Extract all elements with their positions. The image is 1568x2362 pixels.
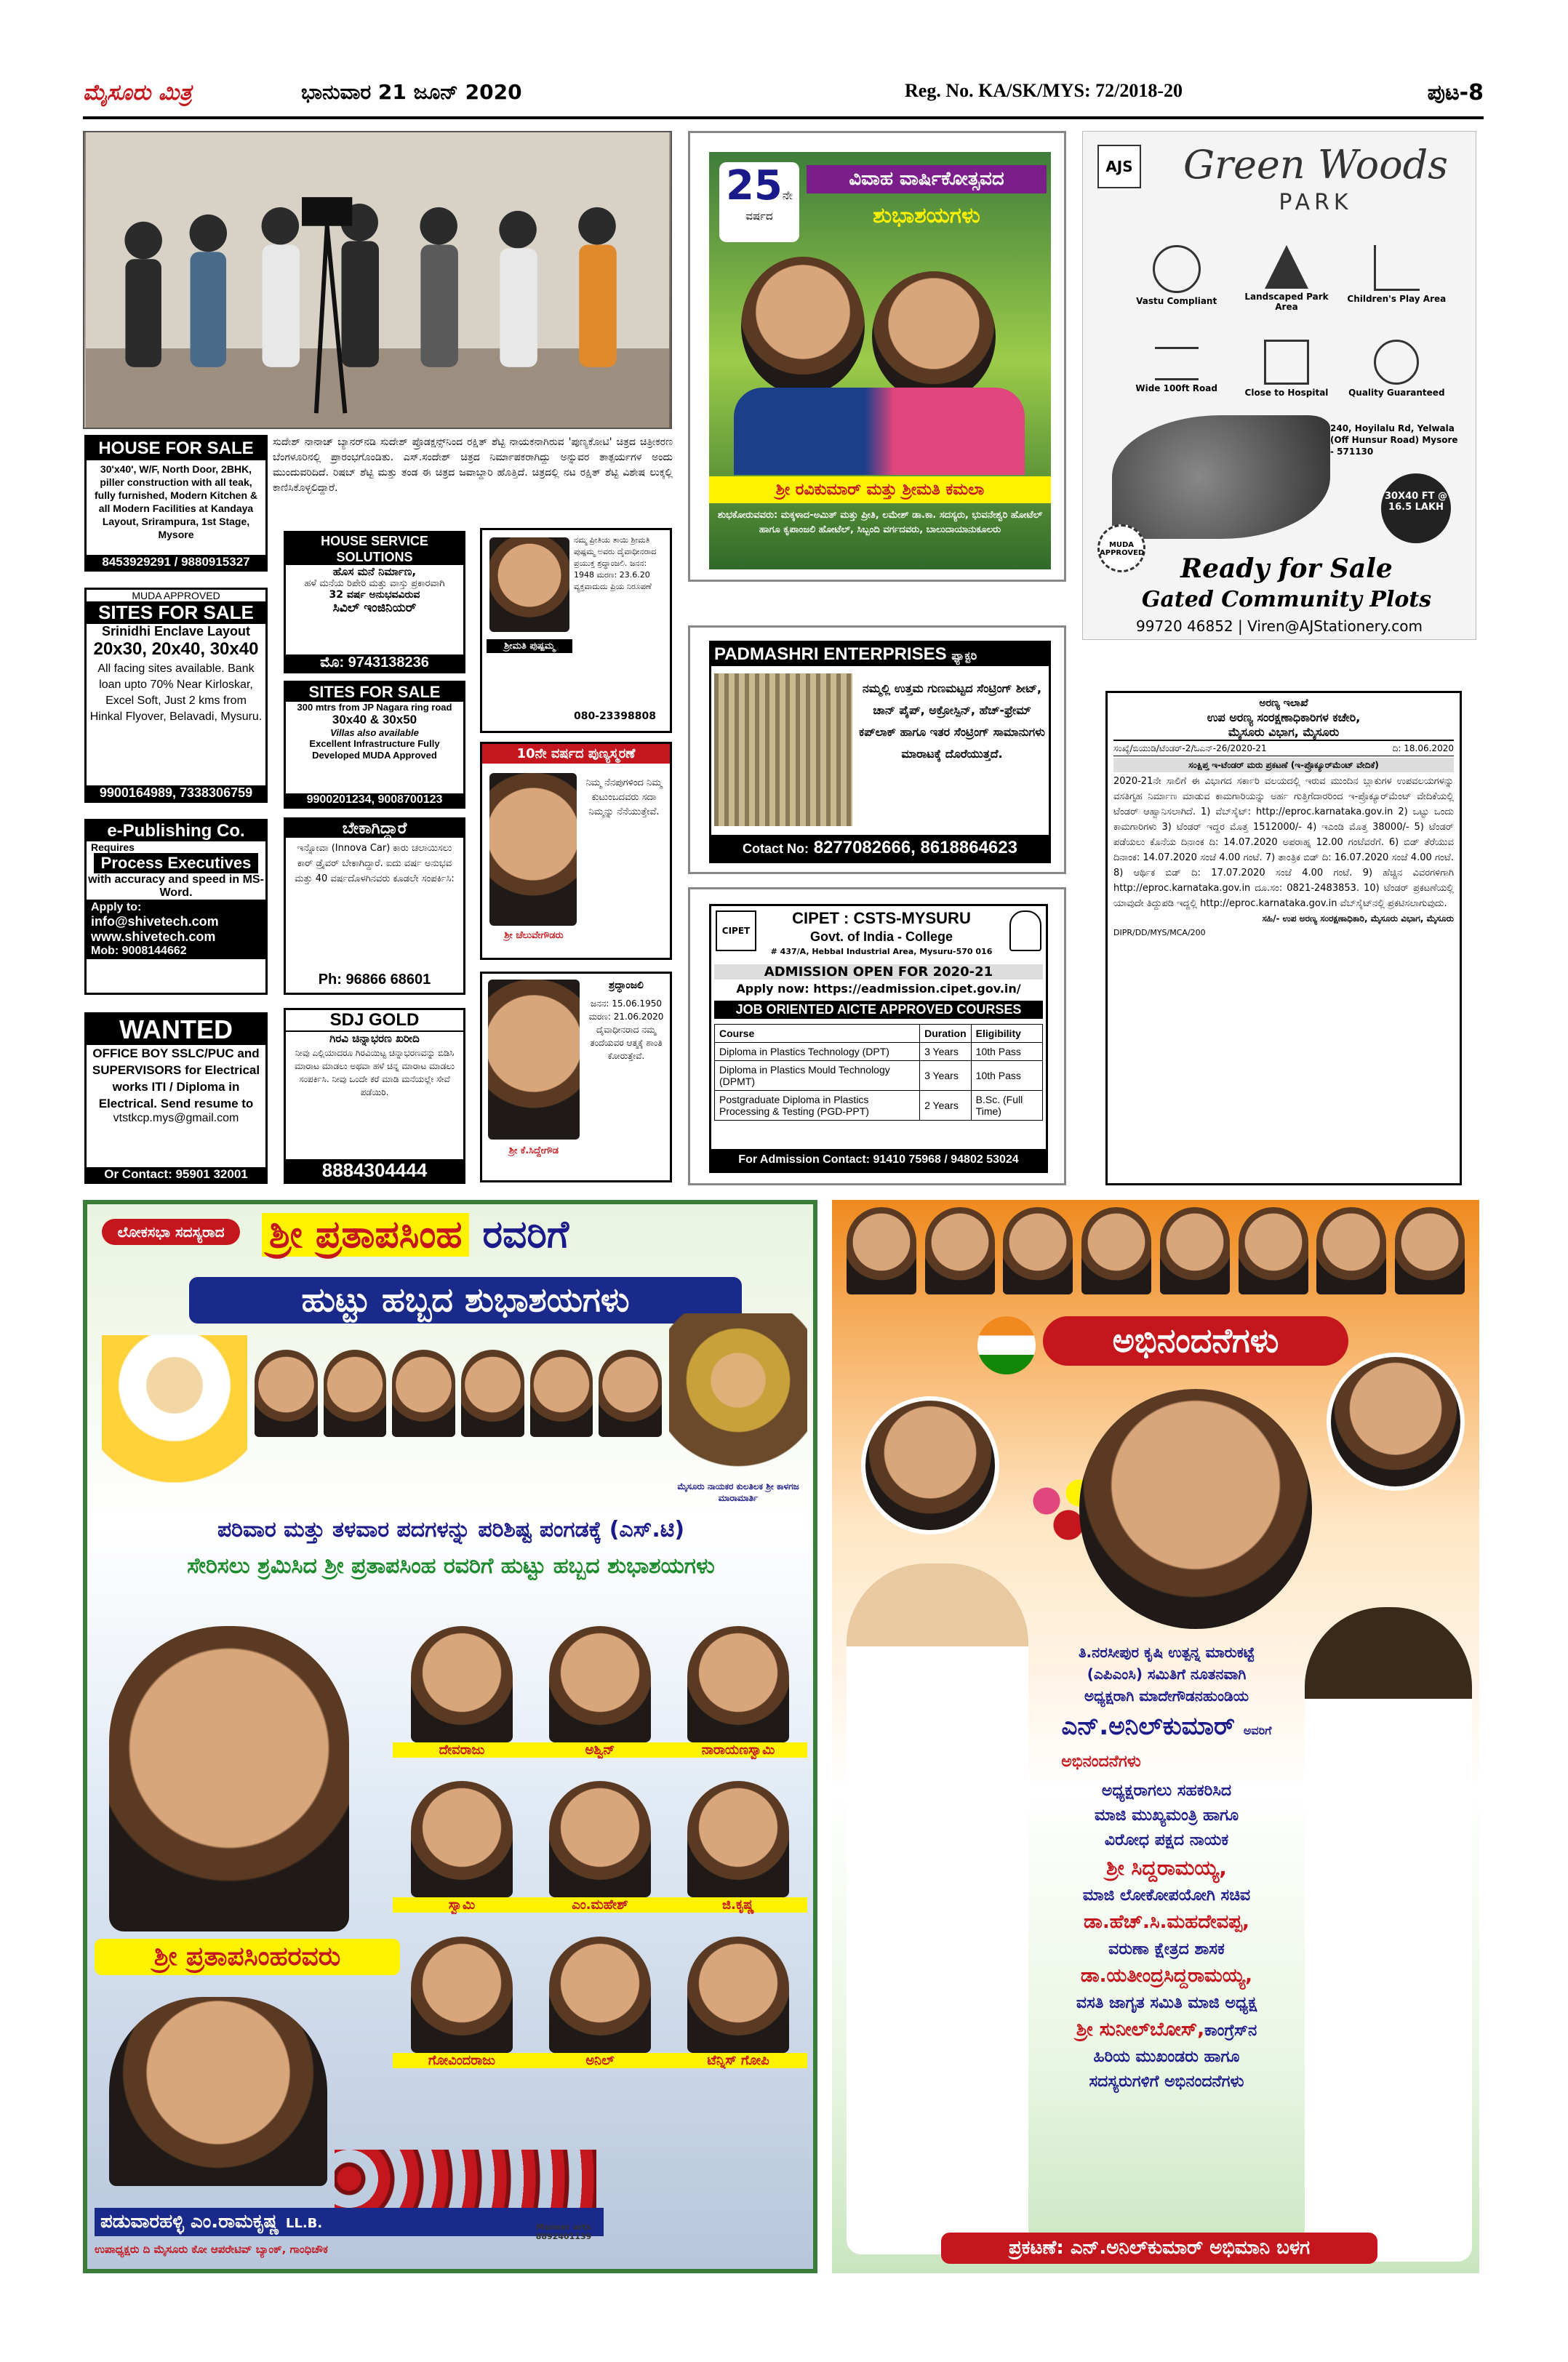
ad-phone: 8884304444 (286, 1159, 463, 1182)
congrats-footer: ಪ್ರಕಟಣೆ: ಎನ್.ಅನಿಲ್‌ಕುಮಾರ್ ಅಭಿಮಾನಿ ಬಳಗ (941, 2233, 1377, 2264)
tribute-name: ಶ್ರೀಮತಿ ಪುಷ್ಪಮ್ಮ (487, 639, 572, 653)
column-eligibility: Eligibility (971, 1025, 1042, 1043)
leaf-graphic (1112, 415, 1330, 539)
leader-name-2: ಡಾ.ಹೆಚ್.ಸಿ.ಮಹದೇವಪ್ಪ, (1084, 1911, 1249, 1933)
honoree-name-line (1028, 1712, 1305, 1741)
ad-title: SITES FOR SALE (286, 683, 463, 702)
greenwoods-address: 240, Hoyilalu Rd, Yelwala (Off Hunsur Road) Mysore - 571130 (1330, 423, 1458, 457)
table-row: Postgraduate Diploma in Plastics Processing & Testing (PGD-PPT) 2 Years B.Sc. (Full Time) (715, 1091, 1043, 1121)
tribute-ad-1 (480, 528, 672, 733)
house-for-sale-ad (84, 435, 268, 572)
cipet-banner: JOB ORIENTED AICTE APPROVED COURSES (714, 1001, 1043, 1019)
congrats-intro-1: ತಿ.ನರಸೀಪುರ ಕೃಷಿ ಉತ್ಪನ್ನ ಮಾರುಕಟ್ಟೆ (1078, 1644, 1255, 1661)
support-line-1: ಅಧ್ಯಕ್ಷರಾಗಲು ಸಹಕರಿಸಿದ (1101, 1782, 1232, 1800)
congrats-word: ಅಭಿನಂದನೆಗಳು (1061, 1753, 1141, 1771)
ad-phone: Ph: 96866 68601 (318, 972, 431, 988)
sdj-gold-ad (284, 1008, 465, 1184)
muda-seal: MUDA APPROVED (1097, 524, 1145, 572)
ad-phone: 9900201234, 9008700123 (286, 793, 463, 806)
leader-circle-left (861, 1396, 999, 1534)
ad-email: vtstkcp.mys@gmail.com (87, 1112, 265, 1125)
anniversary-ad (688, 131, 1066, 582)
supporter-name: ಜಿ.ಕೃಷ್ಣ (669, 1897, 807, 1913)
honoree-name: ಎನ್.ಅನಿಲ್‌ಕುಮಾರ್ (1061, 1712, 1236, 1741)
ad-subtitle: ಗಿರವಿ ಚಿನ್ನಾಭರಣ ಖರೀದಿ (329, 1032, 420, 1045)
leader-portrait (1081, 1207, 1151, 1294)
supporter-name: ದೇವರಾಜು (393, 1742, 531, 1758)
supporter-name: ನಾರಾಯಣಸ್ವಾಮಿ (669, 1742, 807, 1758)
compass-icon (1153, 245, 1201, 293)
leader-figure-right (1305, 1607, 1472, 2262)
ad-body: with accuracy and speed in MS-Word. (88, 873, 264, 899)
leader-portrait (1395, 1207, 1465, 1294)
congrats-title: ಅಭಿನಂದನೆಗಳು (1043, 1316, 1348, 1366)
tender-ref-row (1113, 741, 1454, 756)
birthday-subtitle: ಹುಟ್ಟು ಹಬ್ಬದ ಶುಭಾಶಯಗಳು (189, 1277, 742, 1324)
sites-for-sale-ad-2 (284, 681, 465, 809)
designer-credit: Muneer arts 8892401139 (535, 2222, 592, 2241)
tender-org-1: ಅರಣ್ಯ ಇಲಾಖೆ (1259, 697, 1308, 709)
page-number: ಪುಟ-8 (1427, 80, 1484, 105)
leader-portrait (255, 1350, 318, 1437)
leader-portrait (324, 1350, 387, 1437)
warrior-illustration (669, 1313, 807, 1481)
apply-label: Apply to: (91, 901, 142, 913)
cipet-address: # 437/A, Hebbal Industrial Area, Mysuru-570 016 (770, 947, 993, 956)
apply-mobile: Mob: 9008144662 (91, 945, 187, 957)
cipet-apply-link[interactable]: Apply now: https://eadmission.cipet.gov.in/ (736, 982, 1021, 996)
greenwoods-subtitle: PARK (1279, 190, 1353, 215)
leader-portrait (1239, 1207, 1308, 1294)
ad-contact: Or Contact: 95901 32001 (87, 1167, 265, 1182)
padmashri-heading (711, 643, 1049, 666)
years-number: 25 (725, 162, 783, 209)
leader-portrait (530, 1350, 593, 1437)
leader-portrait (461, 1350, 524, 1437)
sponsor-name: ಪಡುವಾರಹಳ್ಳಿ ಎಂ.ರಾಮಕೃಷ್ಣ (100, 2211, 279, 2233)
supporter-card (531, 1781, 669, 1921)
supporter-card (393, 1937, 531, 2077)
congratulations-poster (832, 1200, 1479, 2273)
tribute-name: ಶ್ರೀ ಕೆ.ಸಿದ್ದೇಗೌಡ (508, 1145, 559, 1156)
ad-body-3: Excellent Infrastructure Fully Developed MUDA Approved (309, 738, 440, 761)
leader-line-4 (1014, 2019, 1319, 2041)
ajs-logo: AJS (1097, 145, 1141, 188)
tribute-portrait (488, 980, 580, 1140)
apply-email: info@shivetech.com (91, 914, 219, 929)
anniversary-title: ವಿವಾಹ ವಾರ್ಷಿಕೋತ್ಸವದ (807, 165, 1047, 193)
leader-name-4: ಶ್ರೀ ಸುನೀಲ್‌ಬೋಸ್, (1076, 2019, 1205, 2041)
birthday-title-suffix: ರವರಿಗೆ (482, 1213, 569, 1257)
ad-apply (87, 900, 265, 959)
leader-figure-left (847, 1564, 1028, 2254)
cipet-subtitle: Govt. of India - College (809, 929, 953, 944)
side-caption: ಮೈಸೂರು ನಾಯಕರ ಕುಲತಿಲಕ ಶ್ರೀ ಕಾಳಗಜ ಮಾರಾಮಾರ್ತಿ (677, 1481, 799, 1503)
anniversary-wishers: ಶುಭಕೋರುವವರು: ಮಕ್ಕಳಾದ-ಅಮಿತ್ ಮತ್ತು ಪ್ರೀತಿ, ಲಮೇಶ್ ಡಾ.ಕಾ. ಸದಸ್ಯರು, ಭುವನೇಶ್ವರಿ ಹೋಟೆಲ್ ಹಾಗೂ ಕೃಪಾಂಜಲಿ ಹೋಟೆಲ್, ಸಿಬ್ಬಂದಿ ವರ್ಗದವರು, ಬಾಲುದಾಯಾನುಕೂಲರು (717, 510, 1043, 535)
supporter-portrait (549, 1626, 651, 1742)
tribute-ad-3 (480, 972, 672, 1182)
supporter-name: ಟೆನ್ನಿಸ್ ಗೋಪಿ (669, 2053, 807, 2068)
ad-phone: 8453929291 / 9880915327 (87, 555, 265, 569)
ad-body: OFFICE BOY SSLC/PUC and SUPERVISORS for Electrical works ITI / Diploma in Electrical. Send resume to (92, 1046, 260, 1110)
registration-number: Reg. No. KA/SK/MYS: 72/2018-20 (905, 80, 1183, 101)
supporter-portrait (687, 1937, 789, 2053)
supporters-grid (393, 1626, 807, 2077)
cipet-logo: CIPET (716, 910, 756, 951)
ad-phone: ಮೊ: 9743138236 (286, 654, 463, 671)
support-line-6: ವಸತಿ ಜಾಗೃತ ಸಮಿತಿ ಮಾಜಿ ಅಧ್ಯಕ್ಷ (1076, 1994, 1257, 2012)
badge-icon (1374, 340, 1419, 385)
feature-quality: Quality Guaranteed (1347, 340, 1447, 415)
support-line-5: ವರುಣಾ ಕ್ಷೇತ್ರದ ಶಾಸಕ (1108, 1940, 1225, 1958)
ad-role: Process Executives (94, 853, 258, 873)
scaffold-photo (714, 673, 852, 826)
features-grid (1127, 226, 1447, 415)
tender-heading: ಸಂಕ್ಷಿಪ್ತ ಇ-ಟೆಂಡರ್ ಮರು ಪ್ರಕಟಣೆ (ಇ-ಪ್ರೊಕ್ಯೂರ್‌ಮೆಂಟ್ ವೇದಿಕೆ) (1113, 758, 1454, 772)
house-service-ad (284, 531, 465, 673)
leader-name-3: ಡಾ.ಯತೀಂದ್ರಸಿದ್ದರಾಮಯ್ಯ, (1080, 1965, 1253, 1987)
supporter-name: ಗೋವಿಂದರಾಜು (393, 2053, 531, 2068)
wife-portrait (872, 271, 996, 402)
supporter-card (393, 1626, 531, 1766)
tribute-body: ಜನನ: 15.06.1950 ಮರಣ: 21.06.2020 ದೈವಾಧೀನರಾದ ನಮ್ಮ ತಂದೆಯವರ ಆತ್ಮಕ್ಕೆ ಶಾಂತಿ ಕೋರುತ್ತೇವೆ. (588, 998, 664, 1061)
birthday-slogan-1: ಪರಿವಾರ ಮತ್ತು ತಳವಾರ ಪದಗಳನ್ನು ಪರಿಶಿಷ್ಟ ಪಂಗಡಕ್ಕೆ (ಎಸ್.ಟಿ) (217, 1517, 685, 1542)
birthday-honoree: ಶ್ರೀ ಪ್ರತಾಪಸಿಂಹ (262, 1213, 469, 1257)
supporter-card (669, 1781, 807, 1921)
support-line-4: ಮಾಜಿ ಲೋಕೋಪಯೋಗಿ ಸಚಿವ (1082, 1886, 1251, 1905)
tribute-title: 10ನೇ ವರ್ಷದ ಪುಣ್ಯಸ್ಮರಣೆ (482, 744, 670, 764)
ad-line-1: ಹೊಸ ಮನೆ ನಿರ್ಮಾಣ, (332, 565, 417, 578)
tribute-phone: 080-23398808 (574, 710, 656, 722)
padmashri-contact-bar (711, 835, 1049, 861)
table-row: Diploma in Plastics Technology (DPT) 3 Years 10th Pass (715, 1043, 1043, 1061)
table-row: Diploma in Plastics Mould Technology (DPMT) 3 Years 10th Pass (715, 1061, 1043, 1091)
supporter-card (669, 1937, 807, 2077)
cipet-emblem-icon (1009, 910, 1041, 951)
tender-sign: ಸಹಿ/- ಉಪ ಅರಣ್ಯ ಸಂರಕ್ಷಣಾಧಿಕಾರಿ, ಮೈಸೂರು ವಿಭಾಗ, ಮೈಸೂರು (1262, 913, 1454, 924)
ad-requires: Requires (91, 841, 135, 853)
leaders-row (255, 1350, 662, 1481)
ad-sizes: 20x30, 20x40, 30x40 (93, 639, 259, 659)
supporter-name: ಎಂ.ಮಹೇಶ್ (531, 1897, 669, 1913)
tribute-portrait (489, 773, 577, 926)
leaders-top-row (847, 1207, 1465, 1302)
anniversary-subtitle: ಶುಭಾಶಯಗಳು (873, 203, 980, 228)
main-honoree-name: ಶ್ರೀ ಪ್ರತಾಪಸಿಂಹರವರು (95, 1939, 400, 1975)
cipet-title: CIPET : CSTS-MYSURU (792, 909, 971, 927)
ad-body: ಇನ್ನೋವಾ (Innova Car) ಕಾರು ಚಲಾಯಿಸಲು ಕಾರ್ ಡ್ರೈವರ್ ಬೇಕಾಗಿದ್ದಾರೆ. ಐದು ವರ್ಷ ಅನುಭವ ಮತ್ತು 40 ವರ್ಷದೊಳಗಿನವರು ಕೂಡಲೇ ಸಂಪರ್ಕಿಸಿ: (295, 843, 455, 884)
supporter-card (531, 1626, 669, 1766)
ad-line-4: ಸಿವಿಲ್ ಇಂಜಿನಿಯರ್ (332, 601, 417, 615)
supporter-name: ಅನಿಲ್ (531, 2053, 669, 2068)
ad-body-1: 300 mtrs from JP Nagara ring road (297, 702, 452, 713)
greenwoods-ad (1082, 131, 1476, 640)
padmashri-body: ನಮ್ಮಲ್ಲಿ ಉತ್ತಮ ಗುಣಮಟ್ಟದ ಸೆಂಟ್ರಿಂಗ್ ಶೀಟ್, ಚಾನ್ ಪೈಪ್, ಅಕ್ರೋಸ್ಪಿನ್, ಹೆಚ್-ಫ್ರೇಮ್ ಕಪ್‌ಲಾಕ್ ಹಾಗೂ ಇತರ ಸೆಂಟ್ರಿಂಗ್ ಸಾಮಾನುಗಳು ಮಾರಾಟಕ್ಕೆ ದೊರೆಯುತ್ತದೆ. (859, 681, 1045, 761)
slide-icon (1374, 245, 1420, 291)
supporter-card (669, 1626, 807, 1766)
ad-title: SDJ GOLD (286, 1010, 463, 1032)
supporter-portrait (549, 1781, 651, 1897)
padmashri-title-kn: ಫ್ಯಾಕ್ಟರಿ (951, 649, 977, 662)
ad-sizes: 30x40 & 30x50 (332, 713, 417, 726)
sage-illustration (102, 1335, 247, 1502)
leader-circle-right (1327, 1353, 1465, 1491)
ad-body: 30'x40', W/F, North Door, 2BHK, piller construction with all teak, fully furnished, Modern Kitchen & all Modern Facilities at Kandaya Layout, Srirampura, 1st Stage, Mysore (94, 463, 257, 540)
years-suffix: ನೇ (782, 188, 793, 202)
sponsor-suffix: LL.B. (285, 2216, 323, 2231)
husband-portrait (741, 257, 865, 395)
congrats-intro-2: (ಎಪಿಎಂಸಿ) ಸಮಿತಿಗೆ ನೂತನವಾಗಿ (1087, 1665, 1247, 1683)
apply-web: www.shivetech.com (91, 929, 216, 944)
supporter-portrait (411, 1781, 513, 1897)
supporter-portrait (687, 1626, 789, 1742)
supporter-name: ಸ್ವಾಮಿ (393, 1897, 531, 1913)
birthday-label: ಲೋಕಸಭಾ ಸದಸ್ಯರಾದ (102, 1219, 240, 1245)
ad-line-2: ಹಳೆ ಮನೆಯ ರಿಪೇರಿ ಮತ್ತು ವಾಸ್ತು ಪ್ರಕಾರವಾಗಿ (304, 578, 445, 589)
tribute-ad-2 (480, 742, 672, 960)
ad-body: ನೀವು ಎಲ್ಲಿಯಾದರೂ ಗಿರವಿಯಿಟ್ಟ ಚಿನ್ನಾಭರಣವನ್ನು ಬಿಡಿಸಿ ಮಾರಾಟ ಮಾಡಲು ಅಥವಾ ಹಳೆ ಚಿನ್ನ ಮಾರಾಟ ಮಾಡಲು ಸಂಪರ್ಕಿಸಿ. ನೀವು ಒಂದೇ ಕರೆ ಮಾಡಿ ಮನೆಯಲ್ಲೇ ಸೇವೆ ಪಡೆಯಿರಿ. (294, 1048, 455, 1097)
leader-portrait (1003, 1207, 1073, 1294)
film-crew-illustration (84, 132, 671, 428)
feature-hospital: Close to Hospital (1236, 340, 1336, 415)
supporter-portrait (687, 1781, 789, 1897)
main-honoree-portrait (1079, 1389, 1312, 1629)
masthead (83, 73, 1484, 119)
leader-portrait (925, 1207, 995, 1294)
leader-portrait (599, 1350, 662, 1437)
ad-tag: MUDA APPROVED (132, 590, 220, 601)
ad-body: All facing sites available. Bank loan upto 70% Near Kirloskar, Excel Soft, Just 2 kms from Hinkal Flyover, Belavadi, Mysuru. (89, 662, 263, 723)
feature-park: Landscaped Park Area (1236, 226, 1336, 329)
cipet-frame (709, 904, 1048, 1173)
supporter-name: ಅಶ್ವಿನ್ (531, 1742, 669, 1758)
padmashri-frame (709, 641, 1051, 863)
column-course: Course (715, 1025, 920, 1043)
ad-title: HOUSE SERVICE SOLUTIONS (286, 533, 463, 565)
e-publishing-ad (84, 819, 268, 995)
years-word: ವರ್ಷದ (745, 209, 773, 223)
ad-title: ಬೇಕಾಗಿದ್ದಾರೆ (286, 820, 463, 838)
supporter-card (531, 1937, 669, 2077)
ad-title: WANTED (87, 1014, 265, 1045)
tree-icon (1265, 245, 1308, 289)
greenwoods-contact: 99720 46852 | Viren@AJStationery.com (1136, 617, 1423, 635)
ad-line-3: 32 ವರ್ಷ ಅನುಭವವಿರುವ (329, 589, 420, 601)
supporter-portrait (411, 1626, 513, 1742)
size-badge: 30X40 FT @ 16.5 LAKH (1381, 473, 1451, 543)
leader-portrait (1160, 1207, 1230, 1294)
wanted-ad (84, 1012, 268, 1184)
tribute-title: ಶ್ರದ್ಧಾಂಜಲಿ (609, 980, 644, 991)
greenwoods-tagline-2: Gated Community Plots (1141, 587, 1432, 612)
road-icon (1155, 347, 1199, 380)
tender-date: ದಿ: 18.06.2020 (1392, 743, 1454, 753)
supporter-portrait (411, 1937, 513, 2053)
support-line-8: ಸದಸ್ಯರುಗಳಿಗೆ ಅಭಿನಂದನೆಗಳು (1089, 2073, 1244, 2091)
contact-label: Cotact No: (743, 841, 809, 856)
cipet-contact: For Admission Contact: 91410 75968 / 94802 53024 (711, 1149, 1046, 1171)
tender-code: DIPR/DD/MYS/MCA/200 (1113, 928, 1206, 937)
ad-place: Srinidhi Enclave Layout (101, 624, 251, 638)
tribute-portrait (489, 537, 569, 632)
hospital-icon (1264, 340, 1309, 385)
ad-body-2: Villas also available (330, 727, 419, 738)
leader-portrait (392, 1350, 455, 1437)
years-badge (719, 162, 799, 242)
photo-caption: ಸುದೇಶ್ ನಾನಾಚ್ ಬ್ಯಾನರ್‌ನಡಿ ಸುದೇಶ್ ಪ್ರೊಡಕ್ಷನ್ಸ್‌ನಿಂದ ರಕ್ಷಿತ್ ಶೆಟ್ಟಿ ನಾಯಕನಾಗಿರುವ 'ಪುಣ್ಯಕೋಟಿ' ಚಿತ್ರದ ಚಿತ್ರೀಕರಣ ಬೆಂಗಳೂರಿನಲ್ಲಿ ಪ್ರಾರಂಭಗೊಂಡಿತು. ಎಸ್.ಸಂದೇಶ್ ಚಿತ್ರದ ನಿರ್ಮಾಪಕರಾಗಿದ್ದು ಅನ್ನುವರ ತಾತ್ಪರ್ಯಗಳ ಅಂದು ಮುಂದುವರಿದಿದೆ. ರಿಷಬ್ ಶೆಟ್ಟಿ ಮತ್ತು ತಂಡ ಈ ಚಿತ್ರದ ಜವಾಬ್ದಾರಿ ಹೊತ್ತಿದೆ. ಚಿತ್ರದಲ್ಲಿ ನಟ ರಕ್ಷಿತ್ ಶೆಟ್ಟಿ ವಿಶೇಷ ಲುಕ್ಕಲ್ಲಿ ಕಾಣಿಸಿಕೊಳ್ಳಲಿದ್ದಾರೆ. (273, 436, 673, 494)
sites-for-sale-ad-1 (84, 588, 268, 803)
sponsor-designation: ಉಪಾಧ್ಯಕ್ಷರು ದಿ ಮೈಸೂರು ಕೋ ಆಪರೇಟಿವ್ ಬ್ಯಾಂಕ್, ಗಾಂಧಿಚೌಕ (95, 2243, 328, 2256)
greenwoods-title: Green Woods (1183, 142, 1448, 188)
ad-title: SITES FOR SALE (87, 601, 265, 624)
leader-name-1: ಶ್ರೀ ಸಿದ್ದರಾಮಯ್ಯ, (1106, 1856, 1227, 1880)
couple-names: ಶ್ರೀ ರವಿಕುಮಾರ್ ಮತ್ತು ಶ್ರೀಮತಿ ಕಮಲಾ (709, 476, 1051, 503)
supporter-portrait (549, 1937, 651, 2053)
feature-play: Children's Play Area (1347, 226, 1447, 329)
paper-name: ಮೈಸೂರು ಮಿತ್ರ (83, 80, 192, 105)
tender-ref: ಸಂಖ್ಯೆ/ಬಿಯುಡಿ/ಟೆಂಡರ್-2/ಓಎನ್-26/2020-21 (1113, 743, 1267, 753)
support-line-3: ವಿರೋಧ ಪಕ್ಷದ ನಾಯಕ (1104, 1831, 1229, 1849)
greenwoods-tagline-1: Ready for Sale (1180, 553, 1393, 584)
cipet-course-table (714, 1024, 1043, 1121)
driver-wanted-ad (284, 817, 465, 995)
support-line-2: ಮಾಜಿ ಮುಖ್ಯಮಂತ್ರಿ ಹಾಗೂ (1095, 1806, 1239, 1825)
couple-torso (734, 388, 1025, 475)
column-duration: Duration (920, 1025, 972, 1043)
padmashri-title: PADMASHRI ENTERPRISES (714, 644, 947, 664)
tender-body: 2020-21ನೇ ಸಾಲಿಗೆ ಈ ವಿಭಾಗದ ಸರ್ಕಾರಿ ವಲಯದಲ್ಲಿ ಇರುವ ಮುಂದಿನ ಬ್ಲಾಕುಗಳ ಉಪವಲಯಗಳನ್ನು ವಸತಿಗೃಹ ನಿರ್ಮಾಣ ಮಾಡುವ ಕಾಮಗಾರಿಯನ್ನು ಅರ್ಹ ಗುತ್ತಿಗೆದಾರರಿಂದ ಇ-ಪ್ರೊಕ್ಯೂರ್‌ಮೆಂಟ್ ವೇದಿಕೆಯಲ್ಲಿ ಟೆಂಡರ್ ಆಹ್ವಾನಿಸಲಾಗಿದೆ. 1) ವೆಬ್‌ಸೈಟ್: http://eproc.karnataka.gov.in 2) ಒಟ್ಟು ಒಂದು ಕಾಮಗಾರಿಗಳು 3) ಟೆಂಡರ್ ಇದ್ದರ ಮೊತ್ತ 1512000/- 4) ಇಎಂಡಿ ಮೊತ್ತ 38000/- 5) ಟೆಂಡರ್ ಪಡೆಯಲು ಕೊನೆಯ ದಿನಾಂಕ ದಿ: 14.07.2020 ಅಪರಾಹ್ನ 12.00 ಗಂಟೆವರೆಗೆ. 6) ಬಿಡ್ ತೆರೆಯುವ ದಿನಾಂಕ: 14.07.2020 ಸಂಜೆ 4.00 ಗಂಟೆ. 7) ತಾಂತ್ರಿಕ ಬಿಡ್ ದಿ: 16.07.2020 ಸಂಜೆ 4.00 ಗಂಟೆ. 8) ಆರ್ಥಿಕ ಬಿಡ್ ದಿ: 17.07.2020 ಸಂಜೆ 4.00 ಗಂಟೆ. 9) ಹೆಚ್ಚಿನ ವಿವರಗಳಿಗಾಗಿ http://eproc.karnataka.gov.in ದೂ.ಸಂ: 0821-2483853. 10) ಟೆಂಡರ್ ಪ್ರಕಟಣೆಯಲ್ಲಿ ಯಾವುದೇ ತಿದ್ದುಪಡಿ ಇದ್ದಲ್ಲಿ http://eproc.karnataka.gov.in ವೆಬ್‌ಸೈಟ್‌ನಲ್ಲಿ ಪ್ರಕಟಿಸಲಾಗುವುದು. (1113, 776, 1454, 909)
tribute-name: ಶ್ರೀ ಚೆಲುವೇಗೌಡರು (504, 930, 564, 941)
feature-road: Wide 100ft Road (1127, 340, 1226, 415)
film-crew-photo (83, 131, 672, 429)
tribute-body: ನಮ್ಮ ಪ್ರೀತಿಯ ತಾಯಿ ಶ್ರೀಮತಿ ಪುಷ್ಪಮ್ಮ ಅವರು ದೈವಾಧೀನರಾದ ಪ್ರಯುಕ್ತ ಶ್ರದ್ಧಾಂಜಲಿ. ಜನನ: 1948 ಮರಣ: 23.6.20 ವ್ಯಕ್ತವಾದುದು ಪ್ರಿಯ ನಿರೂಪಣೆ (574, 535, 657, 591)
cipet-ad (688, 887, 1066, 1185)
tribute-body: ನಿಮ್ಮ ನೆನಪುಗಳಿಂದ ನಿಮ್ಮ ಕುಟುಂಬದವರು ಸದಾ ನಿಮ್ಮನ್ನು ನೆನೆಯುತ್ತೇವೆ. (585, 777, 663, 817)
leader-portrait (847, 1207, 916, 1294)
birthday-poster (83, 1200, 817, 2273)
congrats-intro-3: ಅಧ್ಯಕ್ಷರಾಗಿ ಮಾದೇಗೌಡನಹುಂಡಿಯ (1084, 1687, 1249, 1705)
ad-phone: 9900164989, 7338306759 (87, 785, 265, 801)
ad-title: HOUSE FOR SALE (87, 437, 265, 460)
tender-notice (1105, 691, 1462, 1185)
ad-title: e-Publishing Co. (87, 821, 265, 841)
leader-portrait (1316, 1207, 1386, 1294)
sponsor-portrait (109, 1997, 327, 2186)
congress-hand-icon (977, 1316, 1036, 1374)
main-honoree-portrait (109, 1626, 349, 1931)
cipet-admission: ADMISSION OPEN FOR 2020-21 (714, 964, 1043, 980)
birthday-slogan-2: ಸೇರಿಸಲು ಶ್ರಮಿಸಿದ ಶ್ರೀ ಪ್ರತಾಪಸಿಂಹ ರವರಿಗೆ ಹುಟ್ಟು ಹಬ್ಬದ ಶುಭಾಶಯಗಳು (187, 1553, 715, 1579)
birthday-title (262, 1213, 800, 1257)
roses-decoration (335, 2150, 596, 2208)
support-line-7: ಹಿರಿಯ ಮುಖಂಡರು ಹಾಗೂ (1093, 2048, 1240, 2066)
tender-org-3: ಮೈಸೂರು ವಿಭಾಗ, ಮೈಸೂರು (1113, 725, 1454, 741)
table-header-row (715, 1025, 1043, 1043)
tender-org-2: ಉಪ ಅರಣ್ಯ ಸಂರಕ್ಷಣಾಧಿಕಾರಿಗಳ ಕಚೇರಿ, (1207, 710, 1361, 724)
issue-date: ಭಾನುವಾರ 21 ಜೂನ್ 2020 (301, 80, 522, 104)
supporter-card (393, 1781, 531, 1921)
honoree-name-suffix: ಅವರಿಗೆ (1243, 1724, 1272, 1737)
leader-name-4-suffix: ಕಾಂಗ್ರೆಸ್‌ನ (1204, 2022, 1257, 2040)
padmashri-ad (688, 625, 1066, 874)
feature-vastu: Vastu Compliant (1127, 226, 1226, 329)
contact-numbers: 8277082666, 8618864623 (813, 838, 1017, 857)
